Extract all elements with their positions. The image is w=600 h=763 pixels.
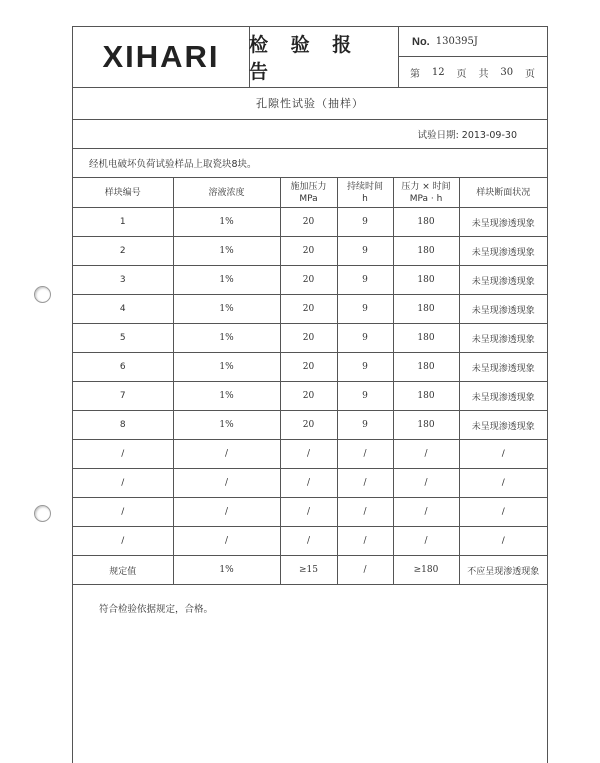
table-cell: / bbox=[173, 440, 280, 469]
table-cell: 180 bbox=[393, 237, 459, 266]
table-row bbox=[73, 208, 547, 237]
punch-hole-bottom bbox=[34, 505, 51, 522]
table-cell: / bbox=[459, 527, 547, 556]
table-cell: 20 bbox=[280, 382, 337, 411]
report-number-value: 130395J bbox=[435, 36, 478, 47]
page-gong: 共 bbox=[478, 68, 489, 80]
header-sample-no-text: 样块编号 bbox=[104, 187, 141, 198]
table-cell: / bbox=[459, 469, 547, 498]
header-pressure bbox=[280, 178, 337, 208]
report-header bbox=[73, 27, 547, 88]
page-indicator bbox=[398, 57, 547, 87]
table-cell: 未呈现渗透现象 bbox=[459, 266, 547, 295]
table-cell: 8 bbox=[73, 411, 173, 440]
table-cell: 180 bbox=[393, 208, 459, 237]
table-cell: 20 bbox=[280, 295, 337, 324]
table-row bbox=[73, 498, 547, 527]
table-cell: 180 bbox=[393, 353, 459, 382]
table-cell: 未呈现渗透现象 bbox=[459, 382, 547, 411]
header-sample-no bbox=[73, 178, 173, 208]
table-cell: 3 bbox=[73, 266, 173, 295]
punch-hole-top bbox=[34, 286, 51, 303]
page-ye: 页 bbox=[456, 68, 467, 80]
table-cell: 规定值 bbox=[73, 556, 173, 585]
table-row bbox=[73, 382, 547, 411]
table-cell: 1% bbox=[173, 556, 280, 585]
table-cell: / bbox=[73, 498, 173, 527]
company-logo: XIHARI bbox=[73, 27, 250, 87]
table-cell: 1% bbox=[173, 237, 280, 266]
report-number bbox=[398, 27, 547, 57]
table-cell: / bbox=[393, 527, 459, 556]
table-row bbox=[73, 411, 547, 440]
table-cell: / bbox=[280, 498, 337, 527]
table-body bbox=[73, 208, 547, 585]
test-title: 孔隙性试验（抽样） bbox=[73, 87, 547, 120]
table-cell: 180 bbox=[393, 266, 459, 295]
table-cell: / bbox=[280, 527, 337, 556]
report-page bbox=[72, 26, 548, 763]
table-cell: 20 bbox=[280, 324, 337, 353]
table-cell: / bbox=[393, 440, 459, 469]
table-cell: 未呈现渗透现象 bbox=[459, 324, 547, 353]
table-row bbox=[73, 440, 547, 469]
header-pressure-text: 施加压力 MPa bbox=[290, 181, 327, 204]
table-cell: 20 bbox=[280, 353, 337, 382]
table-header-row bbox=[73, 178, 547, 208]
table-cell: 4 bbox=[73, 295, 173, 324]
table-cell: ≥15 bbox=[280, 556, 337, 585]
header-pressure-time bbox=[393, 178, 459, 208]
table-cell: 未呈现渗透现象 bbox=[459, 353, 547, 382]
page-total: 30 bbox=[500, 66, 514, 78]
table-cell: 1% bbox=[173, 353, 280, 382]
table-cell: 20 bbox=[280, 208, 337, 237]
table-cell: / bbox=[173, 469, 280, 498]
table-cell: 7 bbox=[73, 382, 173, 411]
table-row bbox=[73, 556, 547, 585]
table-cell: 9 bbox=[337, 295, 393, 324]
table-cell: 不应呈现渗透现象 bbox=[459, 556, 547, 585]
report-number-label: No. bbox=[412, 35, 430, 48]
table-cell: / bbox=[337, 556, 393, 585]
test-description: 经机电破坏负荷试验样品上取瓷块8块。 bbox=[73, 149, 547, 178]
table-cell: 未呈现渗透现象 bbox=[459, 237, 547, 266]
table-cell: / bbox=[280, 469, 337, 498]
table-cell: 180 bbox=[393, 324, 459, 353]
table-cell: / bbox=[337, 527, 393, 556]
header-duration bbox=[337, 178, 393, 208]
page-number: 12 bbox=[431, 66, 445, 78]
table-row bbox=[73, 324, 547, 353]
table-cell: / bbox=[337, 498, 393, 527]
table-cell: / bbox=[173, 527, 280, 556]
table-cell: 未呈现渗透现象 bbox=[459, 411, 547, 440]
header-duration-text: 持续时间 h bbox=[346, 181, 383, 204]
table-cell: 1% bbox=[173, 411, 280, 440]
conclusion-text: 符合检验依据规定，合格。 bbox=[99, 604, 214, 615]
header-concentration-text: 溶液浓度 bbox=[208, 187, 245, 198]
table-cell: 180 bbox=[393, 382, 459, 411]
table-cell: 180 bbox=[393, 411, 459, 440]
header-section-condition bbox=[459, 178, 547, 208]
report-title: 检 验 报 告 bbox=[249, 27, 399, 87]
table-row bbox=[73, 237, 547, 266]
test-date: 试验日期: 2013-09-30 bbox=[73, 119, 547, 149]
table-row bbox=[73, 527, 547, 556]
table-cell: / bbox=[459, 498, 547, 527]
table-cell: 1 bbox=[73, 208, 173, 237]
table-cell: 2 bbox=[73, 237, 173, 266]
table-cell: 未呈现渗透现象 bbox=[459, 295, 547, 324]
table-cell: 20 bbox=[280, 266, 337, 295]
page-ye2: 页 bbox=[525, 68, 536, 80]
table-cell: 1% bbox=[173, 382, 280, 411]
table-cell: / bbox=[73, 440, 173, 469]
results-table bbox=[73, 178, 547, 585]
table-cell: 9 bbox=[337, 353, 393, 382]
table-cell: / bbox=[73, 527, 173, 556]
table-cell: 1% bbox=[173, 295, 280, 324]
table-cell: / bbox=[73, 469, 173, 498]
table-cell: / bbox=[337, 469, 393, 498]
table-cell: / bbox=[173, 498, 280, 527]
table-cell: 9 bbox=[337, 208, 393, 237]
table-cell: 20 bbox=[280, 237, 337, 266]
table-cell: / bbox=[393, 469, 459, 498]
header-pressure-time-text: 压力 × 时间 MPa · h bbox=[401, 181, 451, 204]
table-cell: 9 bbox=[337, 237, 393, 266]
table-cell: 1% bbox=[173, 266, 280, 295]
table-cell: 6 bbox=[73, 353, 173, 382]
table-cell: 9 bbox=[337, 266, 393, 295]
table-cell: / bbox=[393, 498, 459, 527]
header-section-condition-text: 样块断面状况 bbox=[476, 187, 531, 198]
header-concentration bbox=[173, 178, 280, 208]
table-row bbox=[73, 295, 547, 324]
table-cell: 5 bbox=[73, 324, 173, 353]
table-cell: 9 bbox=[337, 411, 393, 440]
table-cell: 1% bbox=[173, 208, 280, 237]
table-cell: / bbox=[280, 440, 337, 469]
table-cell: 180 bbox=[393, 295, 459, 324]
table-cell: 1% bbox=[173, 324, 280, 353]
table-row bbox=[73, 353, 547, 382]
table-cell: / bbox=[337, 440, 393, 469]
table-cell: / bbox=[459, 440, 547, 469]
table-row bbox=[73, 266, 547, 295]
table-cell: 9 bbox=[337, 324, 393, 353]
table-row bbox=[73, 469, 547, 498]
table-cell: 20 bbox=[280, 411, 337, 440]
table-cell: ≥180 bbox=[393, 556, 459, 585]
table-cell: 未呈现渗透现象 bbox=[459, 208, 547, 237]
page-di: 第 bbox=[409, 68, 420, 80]
table-cell: 9 bbox=[337, 382, 393, 411]
